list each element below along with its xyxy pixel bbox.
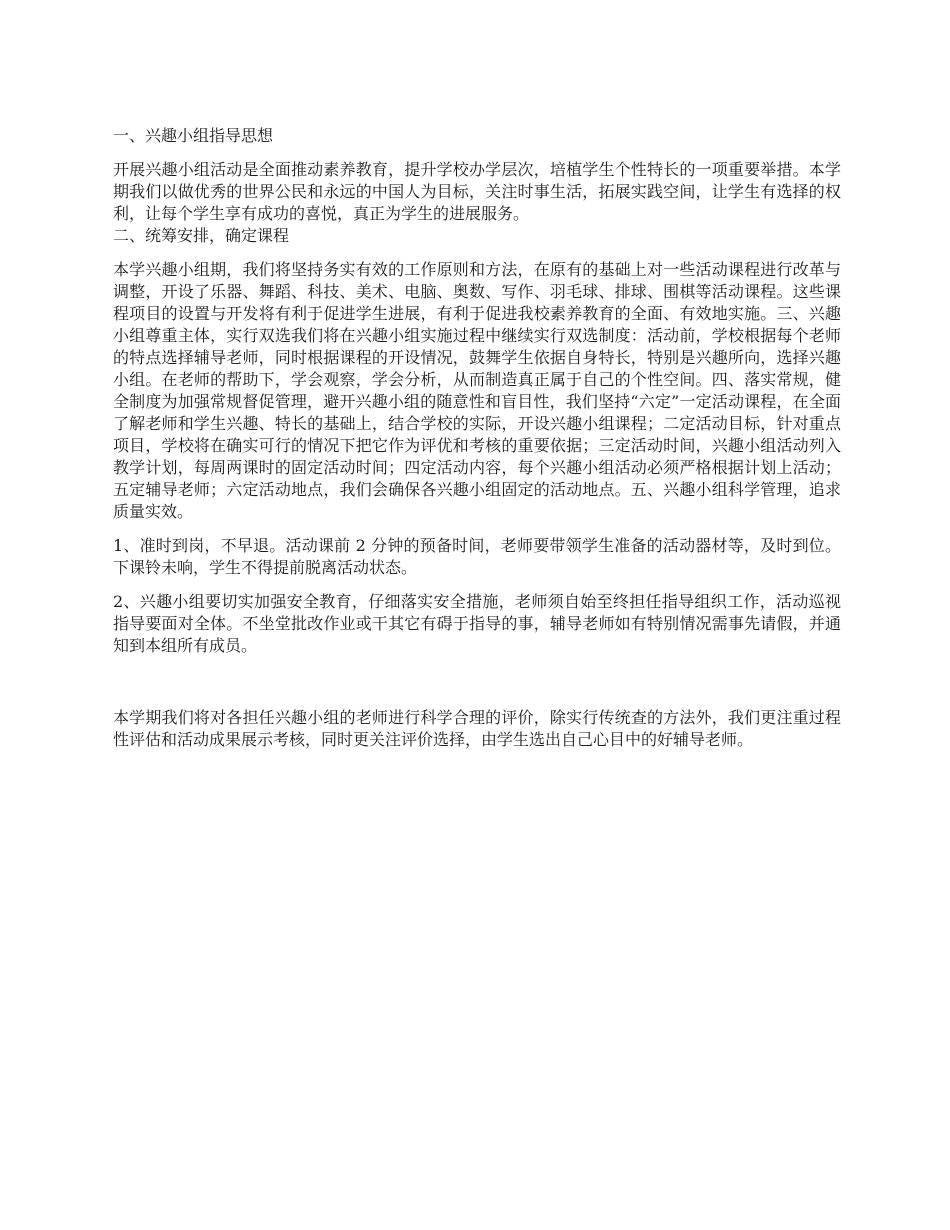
paragraph-rule-1: 1、准时到岗，不早退。活动课前 2 分钟的预备时间，老师要带领学生准备的活动器材等，及时到位。下课铃未响，学生不得提前脱离活动状态。 — [113, 536, 841, 577]
section-heading-course-arrangement: 二、统筹安排，确定课程 — [113, 226, 290, 245]
paragraph-guiding-ideology: 开展兴趣小组活动是全面推动素养教育，提升学校办学层次，培植学生个性特长的一项重要举措。本学期我们以做优秀的世界公民和永远的中国人为目标，关注时事生活，拓展实践空间，让学生有选择的权利，让每个学生享有成功的喜悦，真正为学生的进展服务。 — [113, 160, 841, 223]
section-heading-guiding-ideology: 一、兴趣小组指导思想 — [113, 126, 274, 145]
paragraph-rule-2: 2、兴趣小组要切实加强安全教育，仔细落实安全措施，老师须自始至终担任指导组织工作，活动巡视指导要面对全体。不坐堂批改作业或干其它有碍于指导的事，辅导老师如有特别情况需事先请假，并通知到本组所有成员。 — [113, 592, 841, 655]
paragraph-evaluation: 本学期我们将对各担任兴趣小组的老师进行科学合理的评价，除实行传统查的方法外，我们更注重过程性评估和活动成果展示考核，同时更关注评价选择，由学生选出自己心目中的好辅导老师。 — [113, 708, 841, 749]
document-page — [113, 125, 841, 751]
paragraph-course-arrangement: 本学兴趣小组期，我们将坚持务实有效的工作原则和方法，在原有的基础上对一些活动课程进行改革与调整，开设了乐器、舞蹈、科技、美术、电脑、奥数、写作、羽毛球、排球、围棋等活动课程。这些课程项目的设置与开发将有利于促进学生进展，有利于促进我校素养教育的全面、有效地实施。三、兴趣小组尊重主体，实行双选我们将在兴趣小组实施过程中继续实行双选制度：活动前，学校根据每个老师的特点选择辅导老师，同时根据课程的开设情况，鼓舞学生依据自身特长，特别是兴趣所向，选择兴趣小组。在老师的帮助下，学会观察，学会分析，从而制造真正属于自己的个性空间。四、落实常规，健全制度为加强常规督促管理，避开兴趣小组的随意性和盲目性，我们坚持“六定”一定活动课程，在全面了解老师和学生兴趣、特长的基础上，结合学校的实际，开设兴趣小组课程；二定活动目标，针对重点项目，学校将在确实可行的情况下把它作为评优和考核的重要依据；三定活动时间，兴趣小组活动列入教学计划，每周两课时的固定活动时间；四定活动内容，每个兴趣小组活动必须严格根据计划上活动；五定辅导老师；六定活动地点，我们会确保各兴趣小组固定的活动地点。五、兴趣小组科学管理，追求质量实效。 — [113, 260, 841, 521]
